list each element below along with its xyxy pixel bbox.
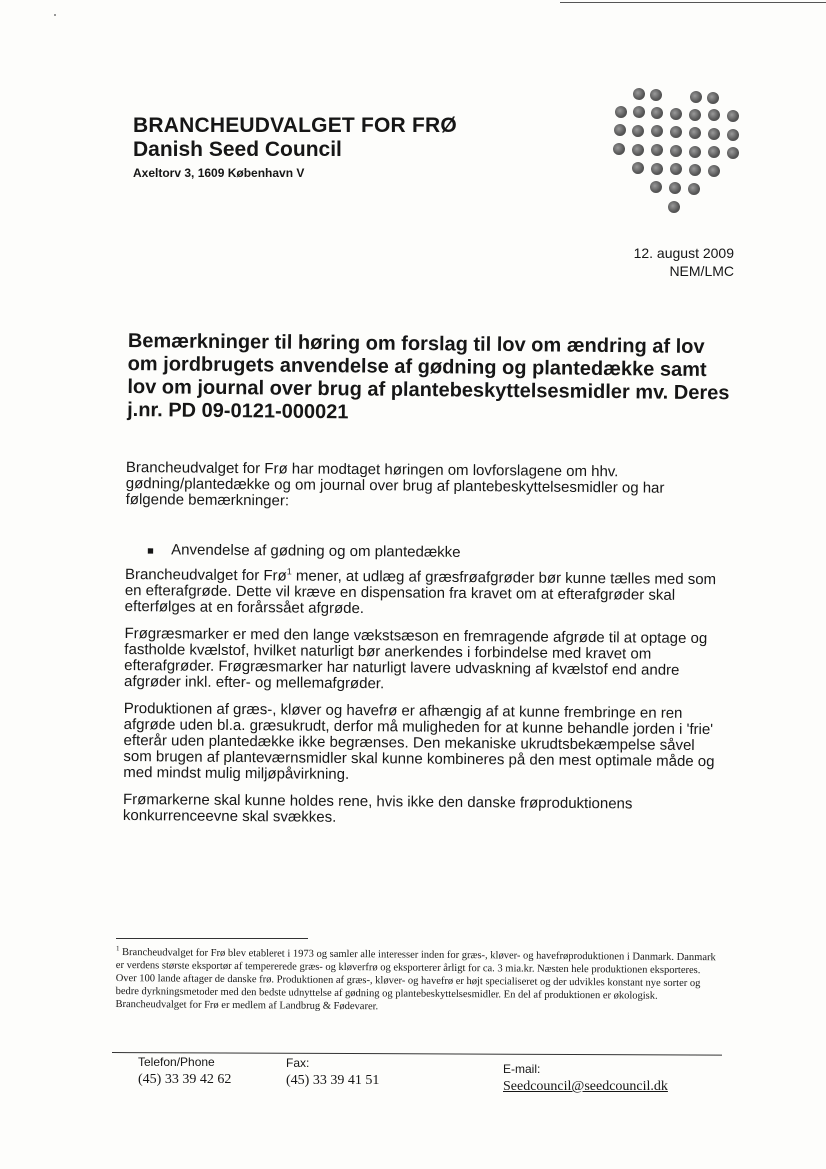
footnote [115,946,716,1016]
org-name-danish: BRANCHEUDVALGET FOR FRØ [133,114,457,137]
footnote-divider [116,938,308,939]
footnote-marker: 1 [115,944,120,953]
dateline [634,244,734,280]
paragraph-1-start: Brancheudvalget for Frø [124,565,287,585]
org-address: Axeltorv 3, 1609 København V [133,166,305,180]
bullet-item [147,542,725,564]
letter-reference: NEM/LMC [669,263,734,279]
fax-number: (45) 33 39 41 51 [286,1073,380,1088]
letter-body [123,460,726,840]
paragraph-2: Frøgræsmarker er med den lange vækstsæson en fremragende afgrøde til at optage og fastholde kvælstof, hvilket naturligt bør anerkendes i forbindelse med kravet om efterafgrøder. Frøgræsmarker har naturligt lavere udvaskning af kvælstof end andre afgrøder inkl. efter- og mellemafgrøder. [123,624,708,693]
scan-speck [54,14,56,16]
fax-block [286,1056,379,1089]
seed-council-logo [605,88,745,223]
paragraph-1-rest: mener, at udlæg af græsfrøafgrøder bør kunne tælles med som en efterafgrøde. Dette vil kræve en dispensation fra kravet om at efterafgrøder skal efterfølges at en forårssået afgrøde. [124,567,717,618]
fax-label: Fax: [286,1056,310,1070]
footnote-reference: 1 [286,566,292,577]
letter-date: 12. august 2009 [633,245,734,261]
intro-paragraph: Brancheudvalget for Frø har modtaget høringen om lovforslagene om hhv. gødning/plantedække og om journal over brug af plantebeskyttelsesmidler og har følgende bemærkninger: [125,459,665,510]
paragraph-3: Produktionen af græs-, kløver og havefrø er afhængig af at kunne frembringe en ren afgrøde uden bl.a. græsukrudt, derfor må muligheden for at kunne behandle jorden i 'frie' efterår uden plantedække ikke begrænses. Den mekaniske ukrudtsbekæmpelse såvel som brugen af planteværnsmidler skal kunne kombineres på den mest optimale måde og med mindst mulig miljøpåvirkning. [123,699,715,783]
subject-heading: Bemærkninger til høring om forslag til lov om ændring af lov om jordbrugets anvendelse af gødning og plantedække samt lov om journal over brug af plantebeskyttelsesmidler mv. Deres j.nr. PD 09-0121-000021 [127,330,730,424]
bullet-square-icon: ■ [147,545,154,558]
bullet-text: Anvendelse af gødning og om plantedække [171,541,461,561]
email-label: E-mail: [503,1062,541,1076]
paragraph-1 [125,567,725,620]
paragraph-4: Frømarkerne skal kunne holdes rene, hvis ikke den danske frøproduktionens konkurrenceevne skal svækkes. [122,790,633,826]
footnote-text: Brancheudvalget for Frø blev etableret i 1973 og samler alle interesser inden for græs-, kløver- og havefrøproduktionen i Danmark. Danmark er verdens største eksportør af tempererede græs- og kløverfrø og eksporterer årligt for ca. 3 mia.kr. Næsten hele produktionen eksporteres. Over 100 lande aftager de danske frø. Produktionen af græs-, kløver- og havefrø er højt specialiseret og der udvikles konstant nye sorter og bedre dyrkningsmetoder med den bedste udnyttelse af gødning og plantebeskyttelsesmidler. En del af produktionen er økologisk. Brancheudvalget for Frø er medlem af Landbrug & Fødevarer. [115,947,716,1013]
email-link[interactable]: Seedcouncil@seedcouncil.dk [503,1079,668,1094]
org-name-english: Danish Seed Council [133,138,342,161]
phone-block [138,1055,231,1088]
letterhead [133,114,457,180]
phone-label: Telefon/Phone [138,1055,215,1069]
phone-number: (45) 33 39 42 62 [138,1072,232,1087]
email-block [503,1062,668,1095]
scan-edge-line [560,2,826,3]
